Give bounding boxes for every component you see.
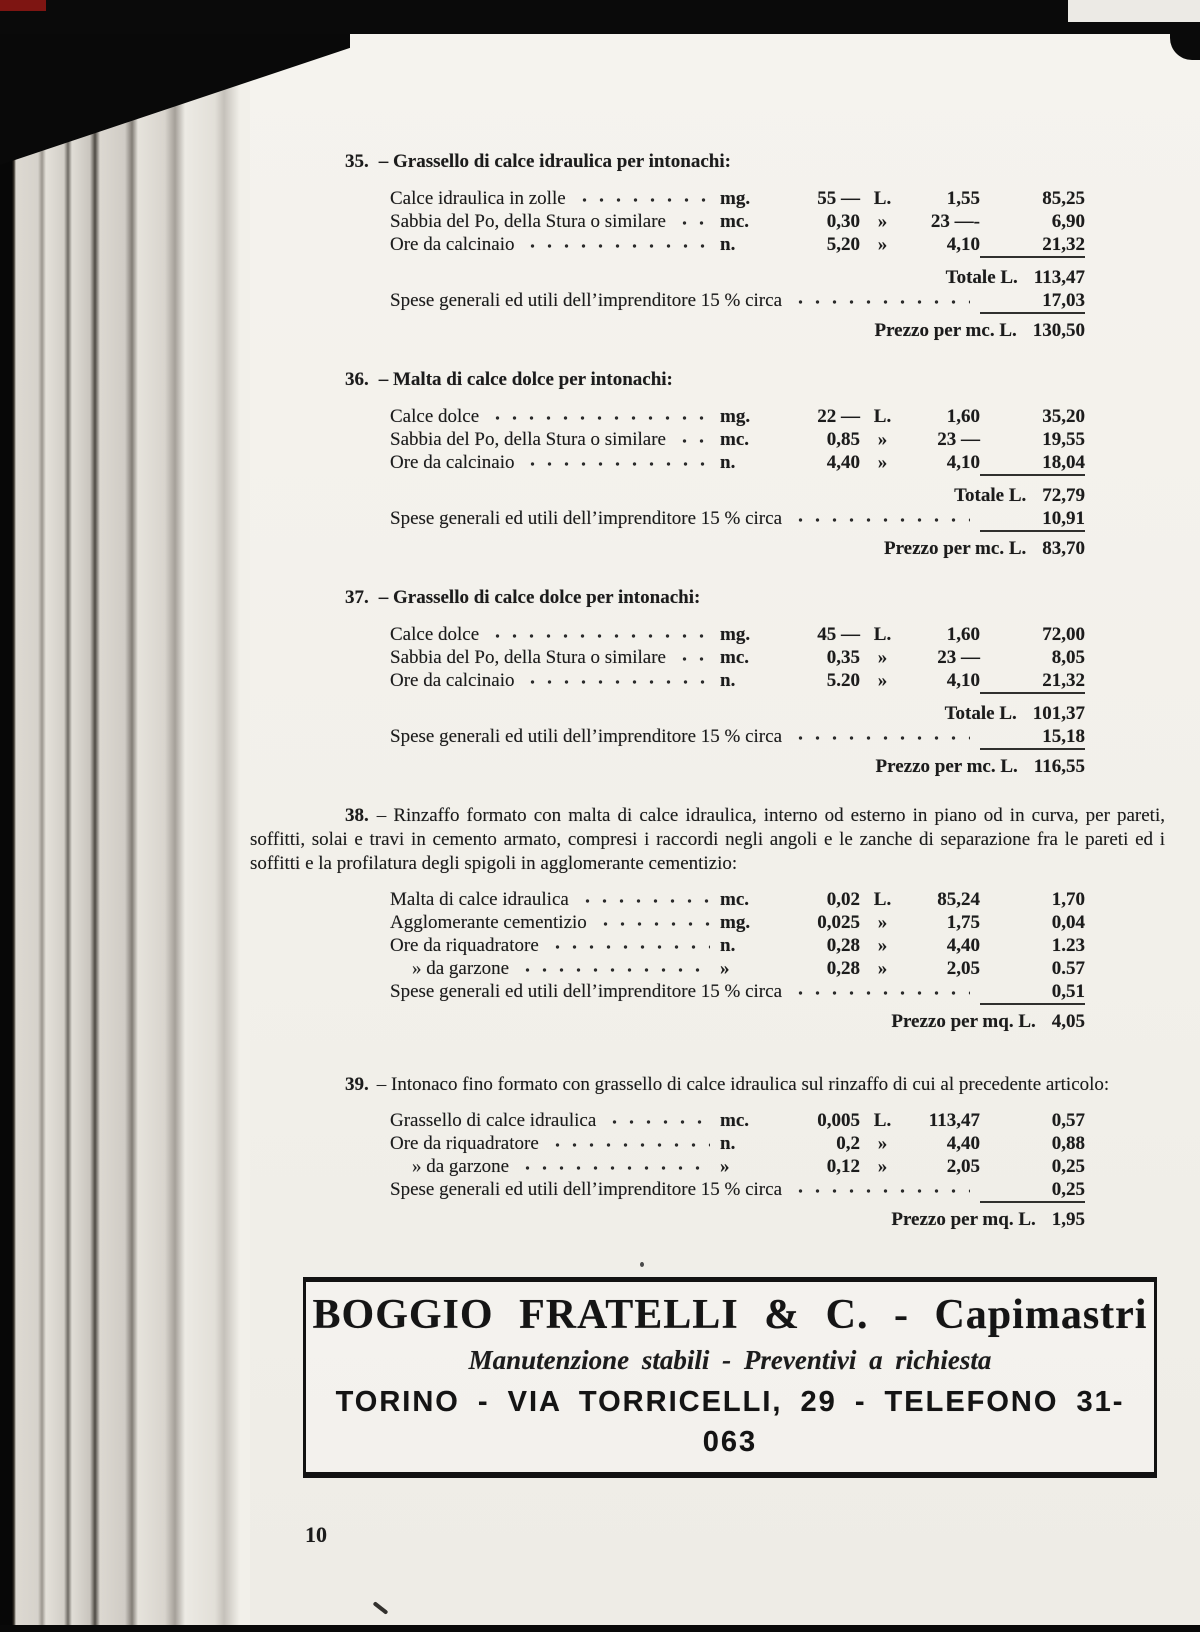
- spese-label: Spese generali ed utili dell’imprenditore 15 % circa: [390, 508, 782, 529]
- row-qty: 0,85: [826, 429, 860, 450]
- cost-table: [390, 187, 1085, 342]
- row-desc: Ore da calcinaio: [390, 670, 515, 691]
- cost-row: [390, 934, 1085, 957]
- cost-row: [390, 1155, 1085, 1178]
- book-page-edges: [0, 0, 250, 1632]
- row-currency: L.: [873, 624, 892, 645]
- price-item-38: [250, 804, 1165, 1033]
- row-unit-price: 4,10: [946, 452, 980, 473]
- row-qty: 55 —: [817, 188, 860, 209]
- prezzo-value: 130,50: [1032, 320, 1085, 341]
- row-desc: Agglomerante cementizio: [390, 912, 587, 933]
- row-amount: 72,00: [1042, 624, 1085, 645]
- dot-leader: [524, 677, 710, 687]
- cost-row: [390, 623, 1085, 646]
- row-unit-price: 4,10: [946, 670, 980, 691]
- cost-table: [390, 623, 1085, 778]
- prezzo-line: [390, 537, 1085, 560]
- spese-value: 0,51: [980, 980, 1085, 1005]
- row-amount: 1.23: [1051, 935, 1085, 956]
- prezzo-value: 116,55: [1033, 756, 1085, 777]
- row-unit: mc.: [720, 889, 750, 910]
- dot-leader: [549, 942, 710, 952]
- spese-label: Spese generali ed utili dell’imprenditore 15 % circa: [390, 1179, 782, 1200]
- price-item-37: [250, 586, 1165, 778]
- row-amount: 0,04: [1051, 912, 1085, 933]
- dot-leader: [549, 1140, 710, 1150]
- row-amount: 0,88: [1051, 1133, 1085, 1154]
- cost-row: [390, 646, 1085, 669]
- dot-leader: [792, 515, 970, 525]
- cost-row: [390, 187, 1085, 210]
- row-currency: »: [877, 211, 888, 232]
- spese-label: Spese generali ed utili dell’imprenditore 15 % circa: [390, 290, 782, 311]
- dot-leader: [576, 195, 710, 205]
- dot-leader: [792, 297, 970, 307]
- row-currency: »: [877, 912, 888, 933]
- spese-value: 10,91: [980, 507, 1085, 532]
- cost-row: [390, 1109, 1085, 1132]
- row-desc: Sabbia del Po, della Stura o similare: [390, 647, 666, 668]
- spese-line: [390, 289, 1085, 312]
- item-number: 35.: [345, 151, 369, 172]
- dot-leader: [519, 1163, 710, 1173]
- prezzo-value: 83,70: [1042, 538, 1085, 559]
- dot-leader: [792, 988, 970, 998]
- cost-table: [390, 405, 1085, 560]
- row-qty: 5,20: [826, 234, 860, 255]
- row-amount: 0.57: [1051, 958, 1085, 979]
- spese-label: Spese generali ed utili dell’imprenditore 15 % circa: [390, 726, 782, 747]
- row-unit: mc.: [720, 1110, 750, 1131]
- cost-row: [390, 888, 1085, 911]
- totale-label: Totale L.: [954, 485, 1027, 506]
- ad-tagline: Manutenzione stabili - Preventivi a richiesta: [468, 1345, 992, 1375]
- cost-row: [390, 233, 1085, 256]
- prezzo-line: [390, 755, 1085, 778]
- item-heading: [345, 586, 1165, 610]
- row-unit-price: 1,55: [946, 188, 980, 209]
- row-unit-price: 1,60: [946, 624, 980, 645]
- row-qty: 0,025: [817, 912, 860, 933]
- row-unit-price: 4,40: [946, 1133, 980, 1154]
- next-page-corner: [1068, 0, 1200, 22]
- cost-table: [390, 888, 1085, 1033]
- row-currency: L.: [873, 889, 892, 910]
- row-unit: n.: [720, 1133, 736, 1154]
- row-unit-price: 4,10: [946, 234, 980, 255]
- row-qty: 0,30: [826, 211, 860, 232]
- row-qty: 22 —: [817, 406, 860, 427]
- spese-label: Spese generali ed utili dell’imprenditore 15 % circa: [390, 981, 782, 1002]
- row-unit: n.: [720, 452, 736, 473]
- item-title: – Grassello di calce dolce per intonachi:: [378, 587, 701, 608]
- row-unit-price: 23 —: [937, 429, 980, 450]
- row-qty: 45 —: [817, 624, 860, 645]
- dot-leader: [519, 965, 710, 975]
- row-qty: 4,40: [826, 452, 860, 473]
- dot-leader: [606, 1117, 710, 1127]
- cost-table: [390, 1109, 1085, 1231]
- spese-line: [390, 725, 1085, 748]
- dot-leader: [676, 654, 710, 664]
- item-number: 36.: [345, 369, 369, 390]
- spese-value: 17,03: [980, 289, 1085, 314]
- row-amount: 35,20: [1042, 406, 1085, 427]
- row-amount: 8,05: [1051, 647, 1085, 668]
- row-qty: 0,28: [826, 935, 860, 956]
- ad-company-name: BOGGIO FRATELLI & C. - Capimastri: [312, 1292, 1148, 1338]
- row-desc: Ore da calcinaio: [390, 234, 515, 255]
- totale-line: [390, 484, 1085, 507]
- item-title: – Intonaco fino formato con grassello di calce idraulica sul rinzaffo di cui al precedente articolo:: [376, 1074, 1110, 1095]
- row-unit-price: 2,05: [946, 958, 980, 979]
- spese-line: [390, 980, 1085, 1003]
- totale-value: 113,47: [1033, 267, 1085, 288]
- row-qty: 0,2: [836, 1133, 860, 1154]
- item-title: – Rinzaffo formato con malta di calce idraulica, interno od esterno in piano od in curva, per pareti, soffitti, solai e travi in cemento armato, compresi i raccordi negli angoli e le zanche di separazione fra le pareti ed i soffitti e la profilatura degli spigoli in agglomerante cementizio:: [250, 805, 1165, 874]
- prezzo-label: Prezzo per mc. L.: [874, 320, 1017, 341]
- row-desc: Sabbia del Po, della Stura o similare: [390, 429, 666, 450]
- item-heading: [345, 368, 1165, 392]
- row-unit: »: [720, 958, 730, 979]
- row-amount: 6,90: [1051, 211, 1085, 232]
- page-content: [250, 150, 1165, 1548]
- scan-top-band: [0, 0, 1200, 34]
- cost-row: [390, 911, 1085, 934]
- row-currency: »: [877, 670, 888, 691]
- row-currency: »: [877, 452, 888, 473]
- item-heading: [345, 150, 1165, 174]
- row-currency: »: [877, 234, 888, 255]
- row-unit-price: 113,47: [928, 1110, 980, 1131]
- row-unit-price: 23 —-: [930, 211, 980, 232]
- row-amount: 1,70: [1051, 889, 1085, 910]
- red-scan-artifact: [0, 0, 46, 11]
- prezzo-label: Prezzo per mq. L.: [891, 1209, 1036, 1230]
- row-desc: » da garzone: [412, 958, 510, 979]
- row-amount: 21,32: [980, 669, 1085, 694]
- row-currency: »: [877, 958, 888, 979]
- row-unit: mg.: [720, 624, 751, 645]
- row-amount: 21,32: [980, 233, 1085, 258]
- row-qty: 5.20: [826, 670, 860, 691]
- advertisement-box: [303, 1277, 1157, 1478]
- scan-bottom-band: [0, 1625, 1200, 1632]
- row-unit-price: 1,75: [946, 912, 980, 933]
- price-item-39: [250, 1073, 1165, 1231]
- row-amount: 0,57: [1051, 1110, 1085, 1131]
- page-number: 10: [305, 1522, 327, 1547]
- row-qty: 0,005: [817, 1110, 860, 1131]
- prezzo-value: 1,95: [1051, 1209, 1085, 1230]
- dot-leader: [597, 919, 710, 929]
- dot-leader: [489, 413, 710, 423]
- totale-label: Totale L.: [945, 267, 1018, 288]
- item-number: 37.: [345, 587, 369, 608]
- row-unit-price: 4,40: [946, 935, 980, 956]
- row-qty: 0,02: [826, 889, 860, 910]
- row-unit: mc.: [720, 211, 750, 232]
- prezzo-label: Prezzo per mc. L.: [875, 756, 1018, 777]
- item-paragraph: [250, 804, 1165, 876]
- prezzo-line: [390, 1208, 1085, 1231]
- totale-value: 72,79: [1042, 485, 1085, 506]
- row-unit-price: 23 —: [937, 647, 980, 668]
- row-unit: »: [720, 1156, 730, 1177]
- row-unit-price: 1,60: [946, 406, 980, 427]
- dot-leader: [524, 459, 710, 469]
- price-item-35: [250, 150, 1165, 342]
- cost-row: [390, 451, 1085, 474]
- row-unit: mg.: [720, 406, 751, 427]
- cost-row: [390, 669, 1085, 692]
- row-desc: » da garzone: [412, 1156, 510, 1177]
- prezzo-value: 4,05: [1051, 1011, 1085, 1032]
- row-currency: »: [877, 1156, 888, 1177]
- row-amount: 18,04: [980, 451, 1085, 476]
- totale-label: Totale L.: [944, 703, 1017, 724]
- row-unit: mg.: [720, 188, 751, 209]
- item-title: – Grassello di calce idraulica per intonachi:: [378, 151, 731, 172]
- cost-row: [390, 405, 1085, 428]
- row-currency: L.: [873, 406, 892, 427]
- row-currency: »: [877, 647, 888, 668]
- row-qty: 0,12: [826, 1156, 860, 1177]
- row-unit: n.: [720, 234, 736, 255]
- row-amount: 19,55: [1042, 429, 1085, 450]
- row-currency: L.: [873, 188, 892, 209]
- row-qty: 0,35: [826, 647, 860, 668]
- item-title: – Malta di calce dolce per intonachi:: [378, 369, 673, 390]
- row-desc: Ore da calcinaio: [390, 452, 515, 473]
- item-number: 39.: [345, 1074, 369, 1095]
- dot-leader: [524, 241, 710, 251]
- prezzo-line: [390, 1010, 1085, 1033]
- row-unit: mc.: [720, 647, 750, 668]
- row-unit: mg.: [720, 912, 751, 933]
- row-desc: Calce dolce: [390, 406, 480, 427]
- dot-leader: [676, 218, 710, 228]
- cost-row: [390, 1132, 1085, 1155]
- cost-row: [390, 428, 1085, 451]
- row-currency: »: [877, 1133, 888, 1154]
- row-qty: 0,28: [826, 958, 860, 979]
- row-desc: Calce idraulica in zolle: [390, 188, 566, 209]
- row-currency: »: [877, 429, 888, 450]
- row-desc: Calce dolce: [390, 624, 480, 645]
- row-amount: 85,25: [1042, 188, 1085, 209]
- row-desc: Malta di calce idraulica: [390, 889, 569, 910]
- cost-row: [390, 210, 1085, 233]
- dot-leader: [579, 896, 710, 906]
- row-currency: »: [877, 935, 888, 956]
- dot-leader: [792, 733, 970, 743]
- row-amount: 0,25: [1051, 1156, 1085, 1177]
- cost-row: [390, 957, 1085, 980]
- row-unit: mc.: [720, 429, 750, 450]
- totale-line: [390, 266, 1085, 289]
- row-currency: L.: [873, 1110, 892, 1131]
- totale-value: 101,37: [1032, 703, 1085, 724]
- item-paragraph: [250, 1073, 1165, 1097]
- row-desc: Sabbia del Po, della Stura o similare: [390, 211, 666, 232]
- dot-leader: [489, 631, 710, 641]
- row-unit: n.: [720, 670, 736, 691]
- row-desc: Grassello di calce idraulica: [390, 1110, 597, 1131]
- prezzo-line: [390, 319, 1085, 342]
- row-unit: n.: [720, 935, 736, 956]
- prezzo-label: Prezzo per mq. L.: [891, 1011, 1036, 1032]
- dot-leader: [792, 1186, 970, 1196]
- row-unit-price: 2,05: [946, 1156, 980, 1177]
- totale-line: [390, 702, 1085, 725]
- spese-line: [390, 507, 1085, 530]
- row-desc: Ore da riquadratore: [390, 1133, 539, 1154]
- spese-line: [390, 1178, 1085, 1201]
- row-desc: Ore da riquadratore: [390, 935, 539, 956]
- price-item-36: [250, 368, 1165, 560]
- ad-address: TORINO - VIA TORRICELLI, 29 - TELEFONO 31-063: [335, 1386, 1125, 1458]
- row-unit-price: 85,24: [937, 889, 980, 910]
- spese-value: 15,18: [980, 725, 1085, 750]
- spese-value: 0,25: [980, 1178, 1085, 1203]
- prezzo-label: Prezzo per mc. L.: [883, 538, 1027, 559]
- dot-leader: [676, 436, 710, 446]
- item-number: 38.: [345, 805, 369, 826]
